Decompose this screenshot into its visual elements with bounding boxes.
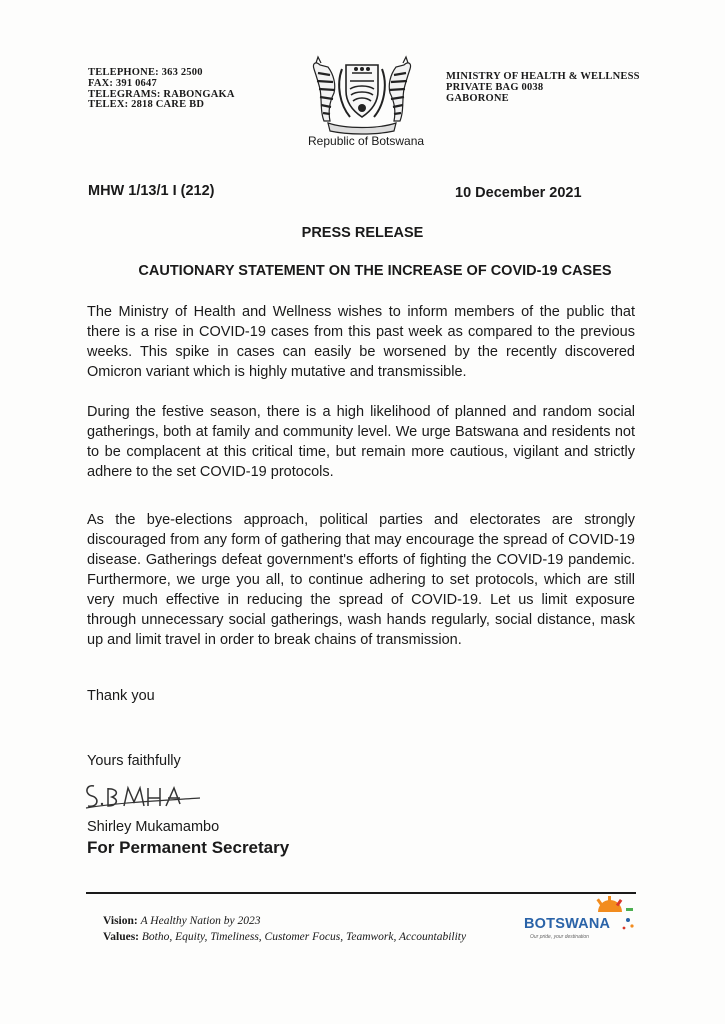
brand-tagline: Our pride, your destination xyxy=(530,934,589,940)
signer-title: For Permanent Secretary xyxy=(87,838,290,857)
body-text xyxy=(87,302,635,670)
ministry-name: MINISTRY OF HEALTH & WELLNESS xyxy=(446,71,640,82)
contact-details xyxy=(88,68,235,111)
thank-you: Thank you xyxy=(87,688,155,704)
signature xyxy=(82,776,212,816)
paragraph: As the bye-elections approach, political parties and electorates are strongly discouraged from any form of gathering that may encourage the spread of COVID-19 disease. Gatherings defeat government's efforts of fighting the COVID-19 pandemic. Furthermore, we urge you all, to continue adhering to set protocols, which are still very much effective in reducing the spread of COVID-19. Let us limit exposure through unnecessary social gatherings, wash hands regularly, social distance, mask up and limit travel in order to break chains of transmission. xyxy=(87,512,635,648)
reference-number: MHW 1/13/1 I (212) xyxy=(88,183,215,199)
telegrams-line: TELEGRAMS: RABONGAKA xyxy=(88,88,235,100)
paragraph: During the festive season, there is a high likelihood of planned and random social gatherings, both at family and community level. We urge Batswana and residents not to be complacent at this critical time, but remain more cautious, vigilant and strictly adhere to the set COVID-19 protocols. xyxy=(87,404,635,480)
city: GABORONE xyxy=(446,93,509,104)
footer-statement xyxy=(103,914,466,945)
yours-faithfully: Yours faithfully xyxy=(87,753,181,769)
fax-line: FAX: 391 0647 xyxy=(88,77,157,89)
values-label: Values: xyxy=(103,930,139,943)
vision-label: Vision: xyxy=(103,915,138,927)
vision-line xyxy=(103,914,466,930)
private-bag: PRIVATE BAG 0038 xyxy=(446,82,544,93)
vision-text: A Healthy Nation by 2023 xyxy=(140,915,261,927)
telex-line: TELEX: 2818 CARE BD xyxy=(88,99,205,111)
values-text: Botho, Equity, Timeliness, Customer Focus, Teamwork, Accountability xyxy=(141,930,467,943)
brand-logo-wordmark: BOTSWANA xyxy=(524,916,611,932)
document-date: 10 December 2021 xyxy=(455,185,582,201)
values-line xyxy=(103,930,466,946)
ministry-address xyxy=(446,71,640,104)
coat-of-arms-icon xyxy=(306,55,418,135)
press-release-label: PRESS RELEASE xyxy=(301,225,424,241)
headline: CAUTIONARY STATEMENT ON THE INCREASE OF COVID-19 CASES xyxy=(138,263,612,279)
republic-label: Republic of Botswana xyxy=(308,134,425,148)
signer-name: Shirley Mukamambo xyxy=(87,819,220,835)
telephone-line: TELEPHONE: 363 2500 xyxy=(88,67,203,78)
paragraph: The Ministry of Health and Wellness wishes to inform members of the public that there is a rise in COVID-19 cases from this past week as compared to the previous weeks. This spike in cases can easily be worsened by the recently discovered Omicron variant which is highly mutative and transmissible. xyxy=(87,304,635,380)
